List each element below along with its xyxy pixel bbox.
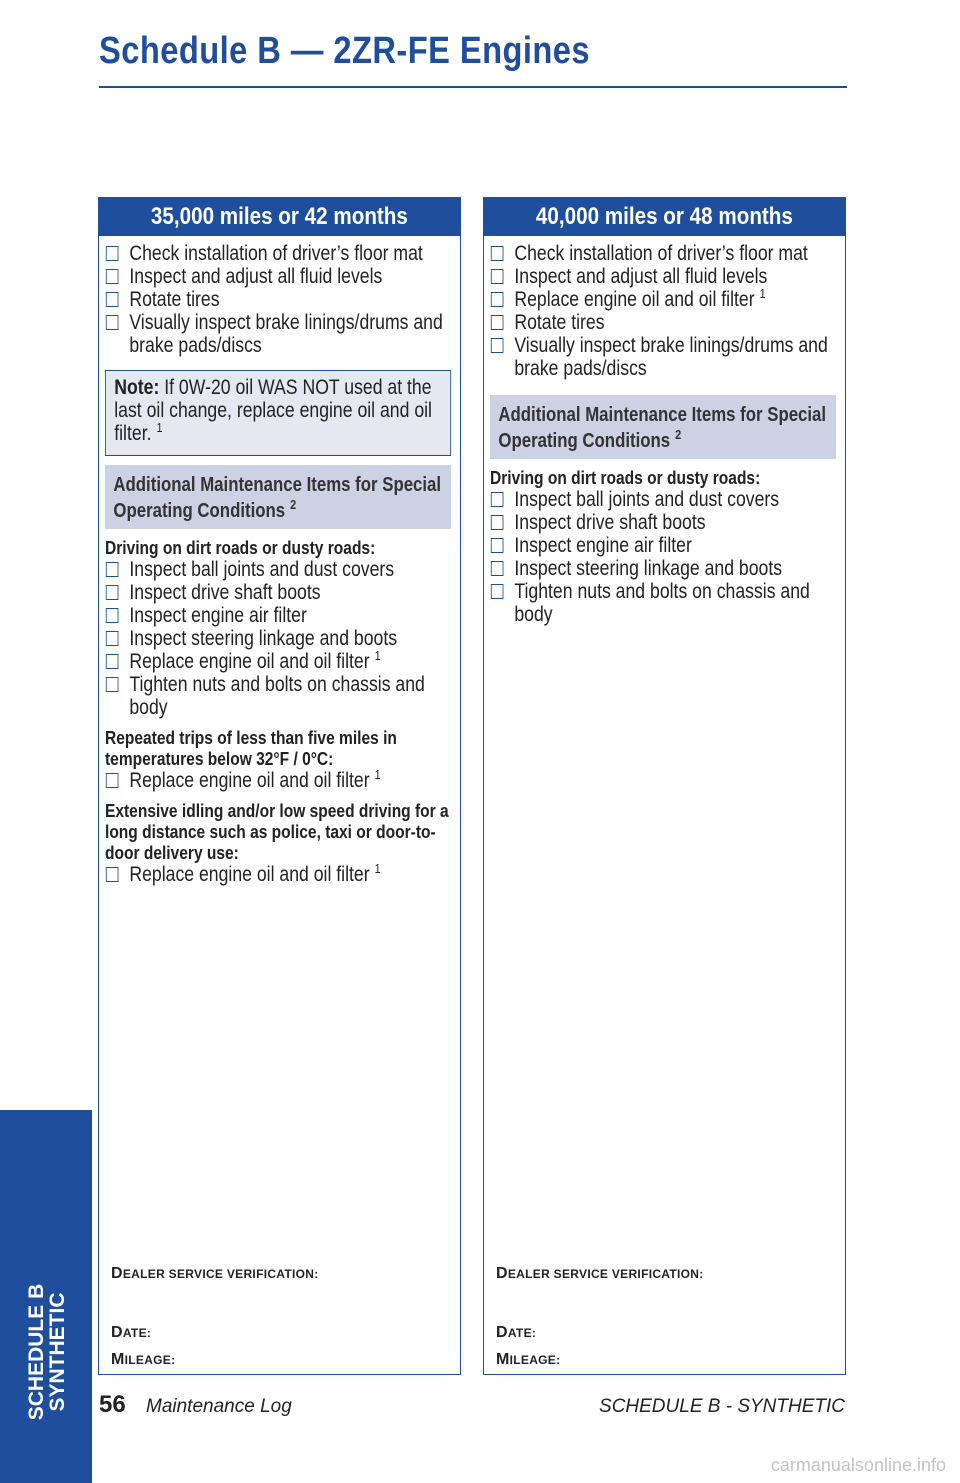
checkbox-icon[interactable]	[491, 584, 504, 599]
checkbox-icon[interactable]	[106, 585, 119, 600]
checklist-item[interactable]: Inspect drive shaft boots	[490, 511, 839, 534]
checkbox-icon[interactable]	[491, 246, 504, 261]
checklist-item[interactable]: Inspect drive shaft boots	[105, 581, 454, 604]
dealer-verification-label: DEALER SERVICE VERIFICATION:	[111, 1265, 319, 1282]
checkbox-icon[interactable]	[106, 315, 119, 330]
oil-note-box: Note: If 0W-20 oil WAS NOT used at the last oil change, replace engine oil and oil filter. $^1$	[105, 370, 451, 456]
mileage-label: MILEAGE:	[496, 1351, 561, 1368]
special-conditions-heading: Additional Maintenance Items for Special Operating Conditions $^2$	[490, 395, 836, 459]
checklist-item[interactable]: Replace engine oil and oil filter $^1$	[105, 650, 454, 673]
checklist-item[interactable]: Inspect and adjust all fluid levels	[105, 265, 454, 288]
mileage-label: MILEAGE:	[111, 1351, 176, 1368]
checklist-item[interactable]: Visually inspect brake linings/drums and brake pads/discs	[490, 334, 839, 380]
checklist-item[interactable]: Rotate tires	[490, 311, 839, 334]
checklist-item[interactable]: Check installation of driver’s floor mat	[105, 242, 454, 265]
checkbox-icon[interactable]	[106, 608, 119, 623]
footer-schedule-label: SCHEDULE B - SYNTHETIC	[599, 1396, 845, 1417]
footer-section-title: Maintenance Log	[146, 1396, 292, 1417]
checklist-item[interactable]: Rotate tires	[105, 288, 454, 311]
checklist-item[interactable]: Tighten nuts and bolts on chassis and body	[490, 580, 839, 626]
checklist-item[interactable]: Check installation of driver’s floor mat	[490, 242, 839, 265]
side-tab-line: SCHEDULE B	[25, 1283, 48, 1421]
dealer-verification-label: DEALER SERVICE VERIFICATION:	[496, 1265, 704, 1282]
checkbox-icon[interactable]	[106, 654, 119, 669]
condition-heading: Extensive idling and/or low speed driving for a long distance such as police, taxi or door-to-door delivery use:	[105, 800, 449, 863]
checkbox-icon[interactable]	[106, 562, 119, 577]
checkbox-icon[interactable]	[106, 677, 119, 692]
checkbox-icon[interactable]	[491, 292, 504, 307]
checkbox-icon[interactable]	[491, 492, 504, 507]
checkbox-icon[interactable]	[491, 561, 504, 576]
page-title: Schedule B — 2ZR-FE Engines	[99, 30, 590, 72]
side-tab-label	[26, 1284, 68, 1421]
condition-heading: Driving on dirt roads or dusty roads:	[490, 467, 761, 488]
column-40000-miles	[483, 197, 846, 1375]
column-header-label: 40,000 miles or 48 months	[536, 203, 793, 230]
title-rule	[99, 86, 847, 88]
date-label: DATE:	[111, 1324, 152, 1341]
checkbox-icon[interactable]	[491, 315, 504, 330]
checklist-item[interactable]: Inspect ball joints and dust covers	[105, 558, 454, 581]
note-text: If 0W-20 oil WAS NOT used at the last oil change, replace engine oil and oil filter.	[114, 376, 432, 445]
checkbox-icon[interactable]	[491, 538, 504, 553]
note-label: Note:	[114, 376, 160, 399]
condition-heading: Driving on dirt roads or dusty roads:	[105, 537, 376, 558]
date-label: DATE:	[496, 1324, 537, 1341]
column-header	[484, 198, 845, 236]
checkbox-icon[interactable]	[491, 515, 504, 530]
checkbox-icon[interactable]	[491, 338, 504, 353]
checkbox-icon[interactable]	[106, 269, 119, 284]
checkbox-icon[interactable]	[106, 867, 119, 882]
checkbox-icon[interactable]	[106, 246, 119, 261]
checklist-item[interactable]: Visually inspect brake linings/drums and brake pads/discs	[105, 311, 454, 357]
checklist-item[interactable]: Replace engine oil and oil filter $^1$	[105, 769, 454, 792]
page-number: 56	[99, 1391, 126, 1418]
checklist-item[interactable]: Inspect ball joints and dust covers	[490, 488, 839, 511]
condition-heading: Repeated trips of less than five miles in temperatures below 32°F / 0°C:	[105, 727, 397, 769]
checkbox-icon[interactable]	[106, 631, 119, 646]
checkbox-icon[interactable]	[106, 292, 119, 307]
checklist-item[interactable]: Tighten nuts and bolts on chassis and body	[105, 673, 454, 719]
checkbox-icon[interactable]	[491, 269, 504, 284]
column-35000-miles	[98, 197, 461, 1375]
checklist-item[interactable]: Replace engine oil and oil filter $^1$	[490, 288, 839, 311]
checklist-item[interactable]: Inspect steering linkage and boots	[490, 557, 839, 580]
checklist-item[interactable]: Inspect engine air filter	[490, 534, 839, 557]
watermark: carmanualsonline.info	[770, 1455, 946, 1475]
checklist-item[interactable]: Inspect engine air filter	[105, 604, 454, 627]
special-conditions-heading: Additional Maintenance Items for Special Operating Conditions $^2$	[105, 465, 451, 529]
checkbox-icon[interactable]	[106, 773, 119, 788]
checklist-item[interactable]: Inspect and adjust all fluid levels	[490, 265, 839, 288]
column-header	[99, 198, 460, 236]
side-tab-line: SYNTHETIC	[46, 1292, 69, 1412]
column-header-label: 35,000 miles or 42 months	[151, 203, 408, 230]
checklist-item[interactable]: Inspect steering linkage and boots	[105, 627, 454, 650]
checklist-item[interactable]: Replace engine oil and oil filter $^1$	[105, 863, 454, 886]
